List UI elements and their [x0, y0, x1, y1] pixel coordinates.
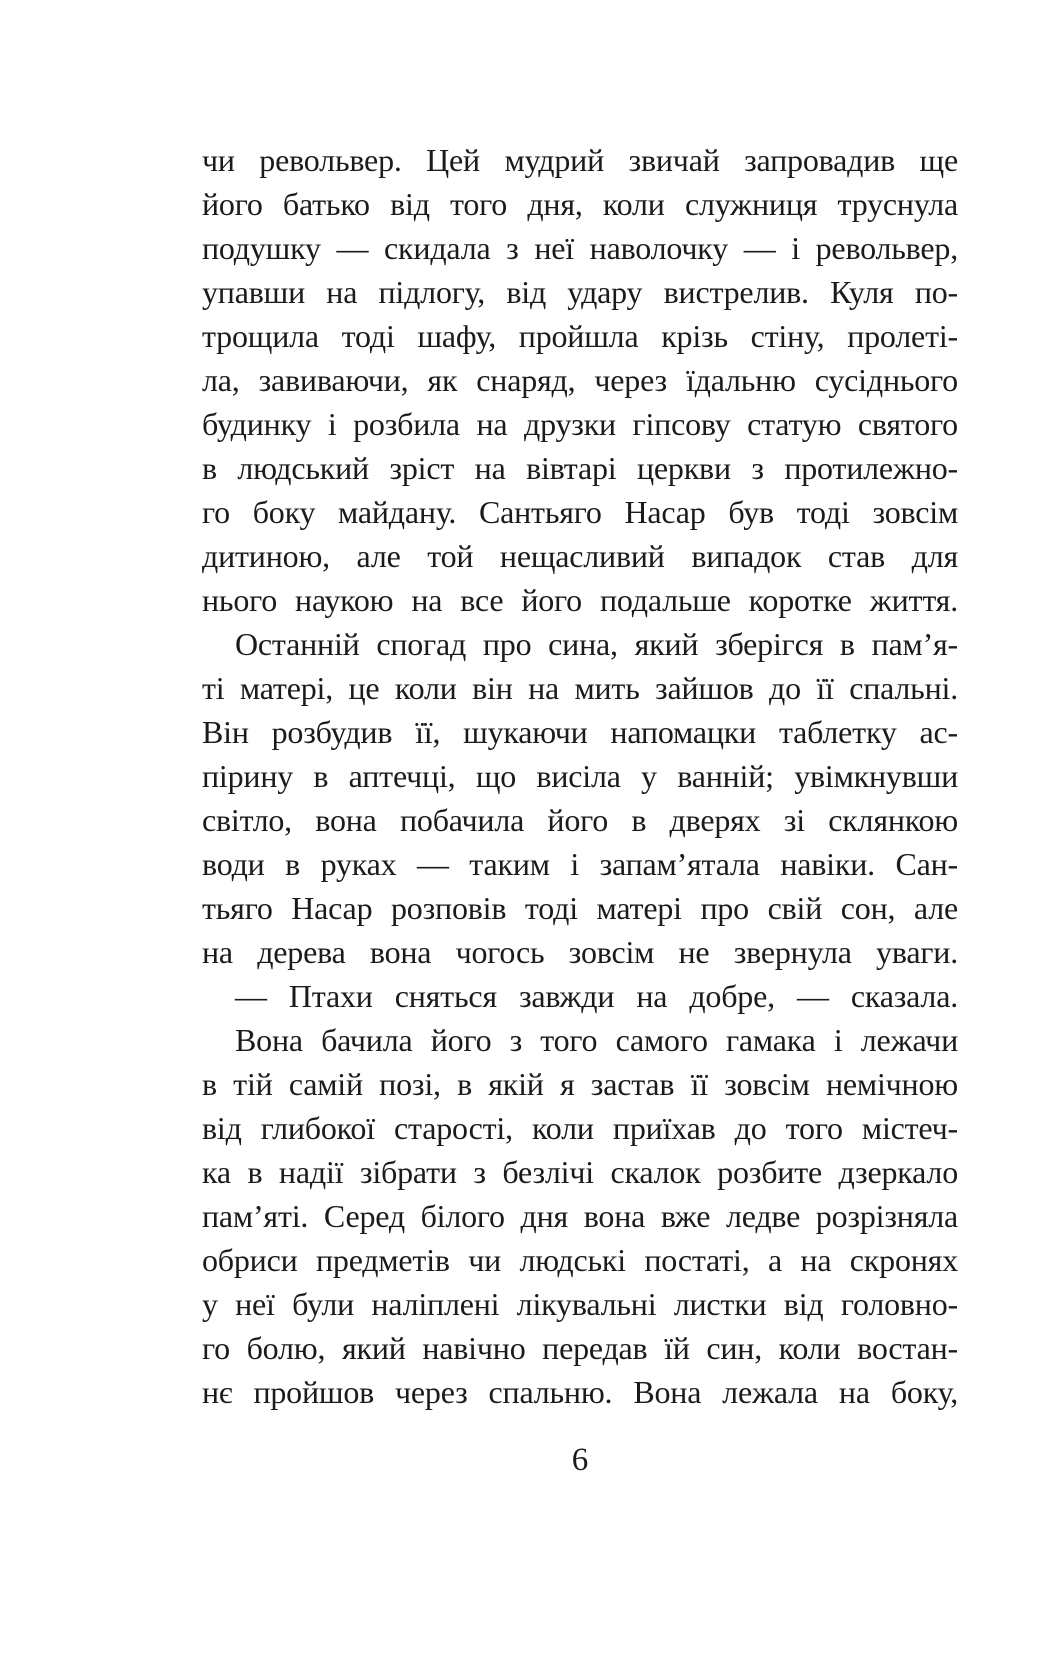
text-line: упавши на підлогу, від удару вистрелив. Куля по-	[202, 274, 958, 310]
paragraph	[202, 622, 958, 974]
text-line: подушку — скидала з неї наволочку — і револьвер,	[202, 230, 958, 266]
text-line: го болю, який навічно передав їй син, коли востан-	[202, 1330, 958, 1366]
paragraph	[202, 1018, 958, 1414]
text-line: у неї були наліплені лікувальні листки від головно-	[202, 1286, 958, 1322]
text-line: пам’яті. Серед білого дня вона вже ледве розрізняла	[202, 1198, 958, 1234]
text-line: Вона бачила його з того самого гамака і лежачи	[235, 1022, 958, 1058]
text-line: нє пройшов через спальню. Вона лежала на боку,	[202, 1374, 958, 1410]
text-line: Він розбудив її, шукаючи напомацки таблетку ас-	[202, 714, 958, 750]
text-line: ка в надії зібрати з безлічі скалок розбите дзеркало	[202, 1154, 958, 1190]
text-line: в людський зріст на вівтарі церкви з протилежно-	[202, 450, 958, 486]
text-line: в тій самій позі, в якій я застав її зовсім немічною	[202, 1066, 958, 1102]
paragraph	[202, 974, 958, 1018]
text-line: на дерева вона чогось зовсім не звернула уваги.	[202, 934, 958, 970]
text-line: нього наукою на все його подальше коротке життя.	[202, 582, 958, 618]
text-line: від глибокої старості, коли приїхав до того містеч-	[202, 1110, 958, 1146]
page-number: 6	[571, 1442, 589, 1478]
text-line: будинку і розбила на друзки гіпсову статую святого	[202, 406, 958, 442]
text-line: Останній спогад про сина, який зберігся в пам’я-	[235, 626, 958, 662]
paragraph	[202, 138, 958, 622]
text-line: го боку майдану. Сантьяго Насар був тоді зовсім	[202, 494, 958, 530]
text-line: світло, вона побачила його в дверях зі склянкою	[202, 802, 958, 838]
text-line: — Птахи сняться завжди на добре, — сказала.	[235, 978, 958, 1014]
text-line: пірину в аптечці, що висіла у ванній; увімкнувши	[202, 758, 958, 794]
text-line: трощила тоді шафу, пройшла крізь стіну, пролеті-	[202, 318, 958, 354]
text-line: ла, завиваючи, як снаряд, через їдальню сусіднього	[202, 362, 958, 398]
text-line: його батько від того дня, коли служниця труснула	[202, 186, 958, 222]
text-line: ті матері, це коли він на мить зайшов до її спальні.	[202, 670, 958, 706]
text-line: води в руках — таким і запам’ятала навіки. Сан-	[202, 846, 958, 882]
text-line: обриси предметів чи людські постаті, а на скронях	[202, 1242, 958, 1278]
text-line: тьяго Насар розповів тоді матері про свій сон, але	[202, 890, 958, 926]
text-block	[202, 138, 958, 1414]
text-line: дитиною, але той нещасливий випадок став для	[202, 538, 958, 574]
text-line: чи револьвер. Цей мудрий звичай запровадив ще	[202, 142, 958, 178]
